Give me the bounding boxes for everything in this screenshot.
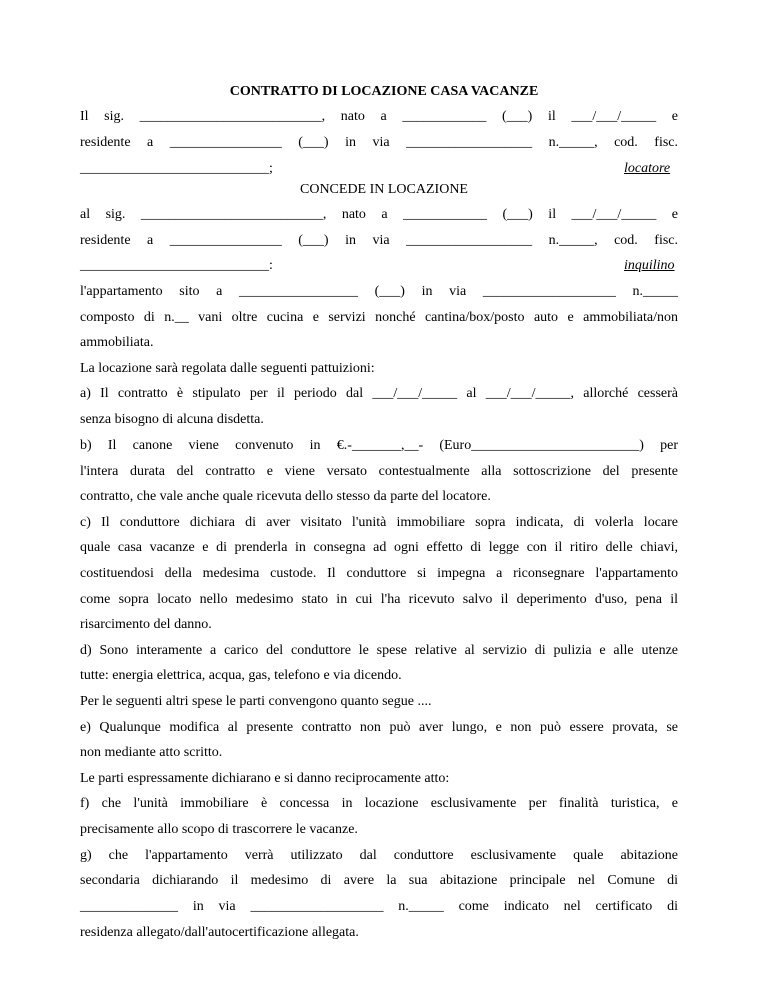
clause-c-line-3: costituendosi della medesima custode. Il conduttore si impegna a riconsegnare l'appartamento — [80, 566, 678, 581]
clause-f-line-1: f) che l'unità immobiliare è concessa in locazione esclusivamente per finalità turistica, e — [80, 796, 678, 811]
clause-e-line-2: non mediante atto scritto. — [80, 745, 223, 760]
clause-d-line-2: tutte: energia elettrica, acqua, gas, telefono e via dicendo. — [80, 668, 402, 683]
inquilino-line-2: residente a ________________ (___) in via __________________ n._____, cod. fisc. — [80, 233, 678, 248]
clause-d-line-1: d) Sono interamente a carico del conduttore le spese relative al servizio di pulizia e alle utenze — [80, 643, 678, 658]
clause-a-line-1: a) Il contratto è stipulato per il periodo dal ___/___/_____ al ___/___/_____, allorché cesserà — [80, 386, 678, 401]
clause-f-line-2: precisamente allo scopo di trascorrere le vacanze. — [80, 822, 358, 837]
clause-g-line-2: secondaria dichiarando il medesimo di avere la sua abitazione principale nel Comune di — [80, 873, 678, 888]
clause-c-line-5: risarcimento del danno. — [80, 617, 212, 632]
clause-a-line-2: senza bisogno di alcuna disdetta. — [80, 412, 264, 427]
inquilino-line-3: ___________________________: — [80, 258, 273, 273]
appartamento-line-1: l'appartamento sito a _________________ (___) in via ___________________ n._____ — [80, 284, 678, 299]
locatore-label: locatore — [624, 161, 671, 176]
pattuizioni-intro: La locazione sarà regolata dalle seguenti pattuizioni: — [80, 361, 375, 376]
clause-c-line-1: c) Il conduttore dichiara di aver visitato l'unità immobiliare sopra indicata, di volerla locare — [80, 515, 678, 530]
contract-title: CONTRATTO DI LOCAZIONE CASA VACANZE — [229, 84, 539, 99]
clause-b-line-1: b) Il canone viene convenuto in €.-_______,__- (Euro________________________) per — [80, 438, 678, 453]
dichiarano-line: Le parti espressamente dichiarano e si danno reciprocamente atto: — [80, 771, 450, 786]
clause-c-line-2: quale casa vacanze e di prenderla in consegna ad ogni effetto di legge con il ritiro delle chiavi, — [80, 540, 678, 555]
locatore-line-3: ___________________________; — [80, 161, 273, 176]
clause-b-line-3: contratto, che vale anche quale ricevuta dello stesso da parte del locatore. — [80, 489, 491, 504]
clause-g-line-3: ______________ in via ___________________ n._____ come indicato nel certificato di — [80, 899, 678, 914]
altre-spese-line: Per le seguenti altri spese le parti convengono quanto segue .... — [80, 694, 432, 709]
appartamento-line-2: composto di n.__ vani oltre cucina e servizi nonché cantina/box/posto auto e ammobiliata/non — [80, 310, 678, 325]
concede-heading: CONCEDE IN LOCAZIONE — [300, 182, 468, 197]
clause-g-line-4: residenza allegato/dall'autocertificazione allegata. — [80, 925, 359, 940]
clause-g-line-1: g) che l'appartamento verrà utilizzato dal conduttore esclusivamente quale abitazione — [80, 848, 678, 863]
clause-e-line-1: e) Qualunque modifica al presente contratto non può aver lungo, e non può essere provata, se — [80, 720, 678, 735]
inquilino-line-1: al sig. __________________________, nato a ____________ (___) il ___/___/_____ e — [80, 207, 678, 222]
clause-c-line-4: come sopra locato nello medesimo stato in cui l'ha ricevuto salvo il deperimento d'uso, pena il — [80, 592, 678, 607]
appartamento-line-3: ammobiliata. — [80, 335, 154, 350]
locatore-line-1: Il sig. __________________________, nato a ____________ (___) il ___/___/_____ e — [80, 109, 678, 124]
inquilino-label: inquilino — [624, 258, 675, 273]
locatore-line-2: residente a ________________ (___) in via __________________ n._____, cod. fisc. — [80, 135, 678, 150]
clause-b-line-2: l'intera durata del contratto e viene versato contestualmente alla sottoscrizione del presente — [80, 464, 678, 479]
